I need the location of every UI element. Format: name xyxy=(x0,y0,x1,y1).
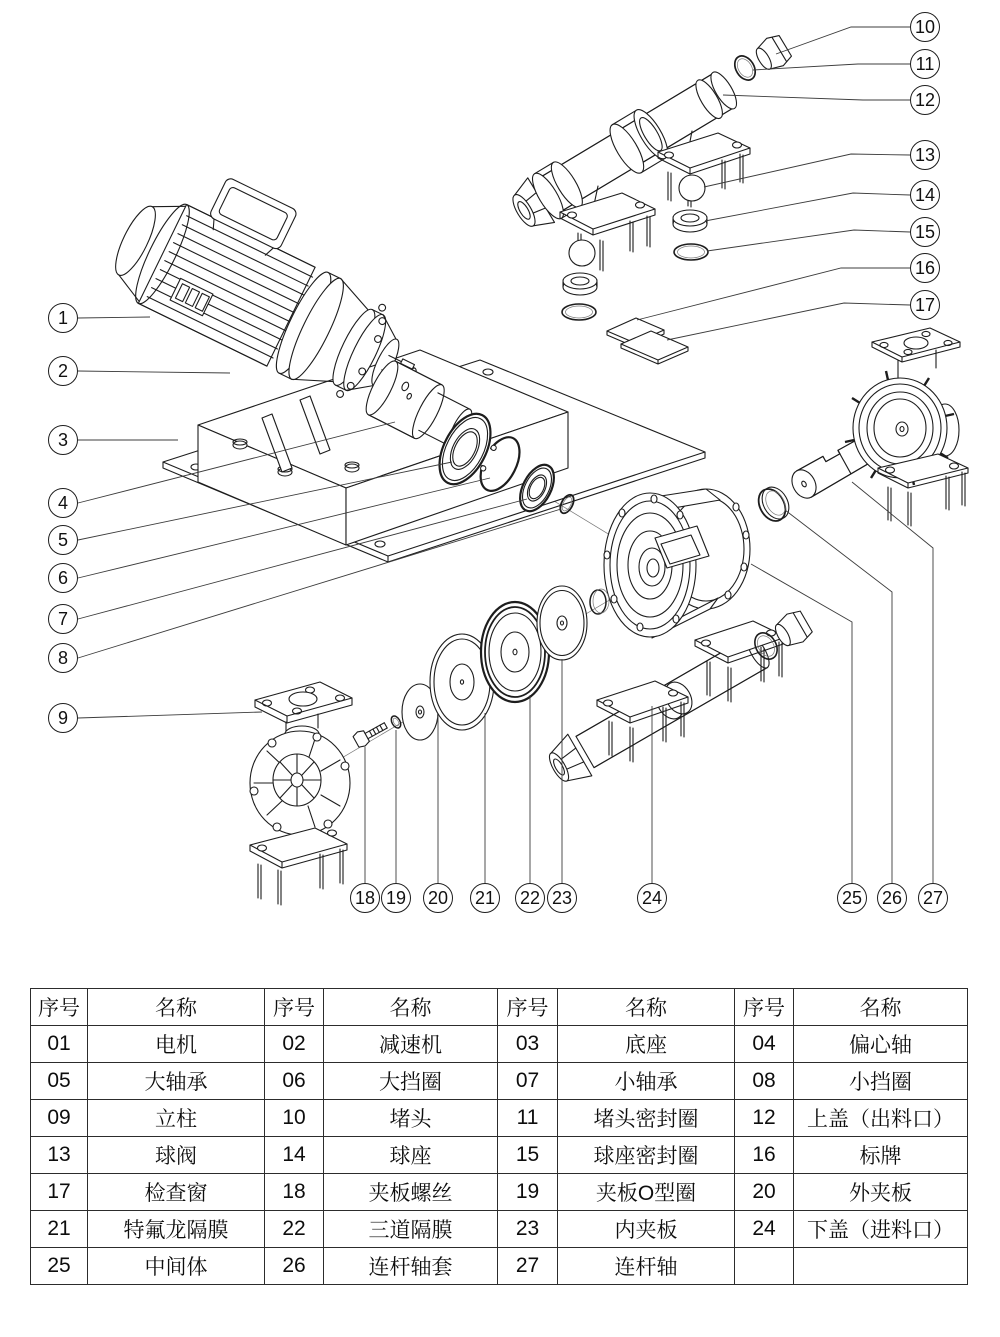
col-header-name: 名称 xyxy=(88,989,265,1026)
table-row xyxy=(31,1063,968,1100)
part-name: 立柱 xyxy=(88,1100,265,1137)
part-no: 23 xyxy=(498,1211,558,1248)
upper-manifold xyxy=(504,62,750,271)
part-name: 三道隔膜 xyxy=(324,1211,498,1248)
hub-ring xyxy=(590,589,609,614)
part-no: 13 xyxy=(31,1137,88,1174)
callout-24: 24 xyxy=(637,883,667,913)
part-name: 夹板O型圈 xyxy=(558,1174,735,1211)
part-name: 下盖（进料口） xyxy=(794,1211,968,1248)
col-header-no: 序号 xyxy=(265,989,324,1026)
part-no: 12 xyxy=(735,1100,794,1137)
callout-1: 1 xyxy=(48,303,78,333)
part-no: 04 xyxy=(735,1026,794,1063)
part-name: 检查窗 xyxy=(88,1174,265,1211)
part-no: 25 xyxy=(31,1248,88,1285)
part-no: 24 xyxy=(735,1211,794,1248)
ball-valve xyxy=(679,175,705,201)
part-no: 10 xyxy=(265,1100,324,1137)
ball-seat xyxy=(673,210,707,232)
part-name: 大轴承 xyxy=(88,1063,265,1100)
part-no: 14 xyxy=(265,1137,324,1174)
ball-seat-seal-ring xyxy=(674,244,708,260)
part-no: 09 xyxy=(31,1100,88,1137)
callout-9: 9 xyxy=(48,703,78,733)
col-header-no: 序号 xyxy=(31,989,88,1026)
part-no xyxy=(735,1248,794,1285)
part-name: 球座密封圈 xyxy=(558,1137,735,1174)
callout-2: 2 xyxy=(48,356,78,386)
part-name: 内夹板 xyxy=(558,1211,735,1248)
spoked-clamp-disc xyxy=(273,754,321,806)
intermediate-body xyxy=(604,489,750,638)
callout-25: 25 xyxy=(837,883,867,913)
parts-table-header-row xyxy=(31,989,968,1026)
callout-5: 5 xyxy=(48,525,78,555)
part-name: 标牌 xyxy=(794,1137,968,1174)
callout-16: 16 xyxy=(910,253,940,283)
inner-clamp-plate xyxy=(537,586,587,660)
col-header-name: 名称 xyxy=(324,989,498,1026)
part-no: 02 xyxy=(265,1026,324,1063)
part-name: 堵头密封圈 xyxy=(558,1100,735,1137)
callout-18: 18 xyxy=(350,883,380,913)
part-no: 26 xyxy=(265,1248,324,1285)
part-no: 19 xyxy=(498,1174,558,1211)
connecting-rod-bushing xyxy=(753,482,794,525)
part-no: 03 xyxy=(498,1026,558,1063)
callout-26: 26 xyxy=(877,883,907,913)
part-name: 小轴承 xyxy=(558,1063,735,1100)
col-header-name: 名称 xyxy=(558,989,735,1026)
part-name: 球阀 xyxy=(88,1137,265,1174)
callout-14: 14 xyxy=(910,180,940,210)
part-no: 06 xyxy=(265,1063,324,1100)
table-row xyxy=(31,1100,968,1137)
part-no: 05 xyxy=(31,1063,88,1100)
part-name: 中间体 xyxy=(88,1248,265,1285)
callout-13: 13 xyxy=(910,140,940,170)
callout-12: 12 xyxy=(910,85,940,115)
table-row xyxy=(31,1248,968,1285)
callout-15: 15 xyxy=(910,217,940,247)
clamp-screw xyxy=(352,718,389,748)
ball-valve xyxy=(569,240,595,266)
part-name xyxy=(794,1248,968,1285)
part-no: 18 xyxy=(265,1174,324,1211)
part-name: 夹板螺丝 xyxy=(324,1174,498,1211)
part-no: 07 xyxy=(498,1063,558,1100)
callout-7: 7 xyxy=(48,604,78,634)
part-name: 小挡圈 xyxy=(794,1063,968,1100)
part-name: 电机 xyxy=(88,1026,265,1063)
part-no: 11 xyxy=(498,1100,558,1137)
table-row xyxy=(31,1174,968,1211)
callout-19: 19 xyxy=(381,883,411,913)
callout-27: 27 xyxy=(918,883,948,913)
part-name: 连杆轴 xyxy=(558,1248,735,1285)
table-row xyxy=(31,1211,968,1248)
table-row xyxy=(31,1026,968,1063)
callout-17: 17 xyxy=(910,290,940,320)
part-name: 外夹板 xyxy=(794,1174,968,1211)
pillar-pump-assembly xyxy=(250,682,352,905)
callout-22: 22 xyxy=(515,883,545,913)
part-no: 21 xyxy=(31,1211,88,1248)
callout-8: 8 xyxy=(48,643,78,673)
callout-4: 4 xyxy=(48,488,78,518)
part-name: 底座 xyxy=(558,1026,735,1063)
part-no: 17 xyxy=(31,1174,88,1211)
callout-6: 6 xyxy=(48,563,78,593)
part-name: 减速机 xyxy=(324,1026,498,1063)
part-name: 上盖（出料口） xyxy=(794,1100,968,1137)
part-no: 27 xyxy=(498,1248,558,1285)
part-no: 22 xyxy=(265,1211,324,1248)
callout-11: 11 xyxy=(910,49,940,79)
ball-seat-seal-ring xyxy=(562,304,596,320)
callout-20: 20 xyxy=(423,883,453,913)
part-no: 16 xyxy=(735,1137,794,1174)
part-name: 球座 xyxy=(324,1137,498,1174)
pump-head-assembly xyxy=(845,328,968,526)
part-no: 01 xyxy=(31,1026,88,1063)
part-name: 偏心轴 xyxy=(794,1026,968,1063)
callout-21: 21 xyxy=(470,883,500,913)
col-header-no: 序号 xyxy=(735,989,794,1026)
part-no: 15 xyxy=(498,1137,558,1174)
plug-seal-ring xyxy=(731,52,760,84)
part-name: 大挡圈 xyxy=(324,1063,498,1100)
part-no: 08 xyxy=(735,1063,794,1100)
callout-23: 23 xyxy=(547,883,577,913)
part-name: 特氟龙隔膜 xyxy=(88,1211,265,1248)
callout-10: 10 xyxy=(910,12,940,42)
table-row xyxy=(31,1137,968,1174)
part-name: 堵头 xyxy=(324,1100,498,1137)
part-no: 20 xyxy=(735,1174,794,1211)
ball-seat xyxy=(563,273,597,295)
parts-table xyxy=(30,988,968,1285)
col-header-name: 名称 xyxy=(794,989,968,1026)
part-name: 连杆轴套 xyxy=(324,1248,498,1285)
clamp-o-ring xyxy=(389,714,402,729)
col-header-no: 序号 xyxy=(498,989,558,1026)
callout-3: 3 xyxy=(48,425,78,455)
